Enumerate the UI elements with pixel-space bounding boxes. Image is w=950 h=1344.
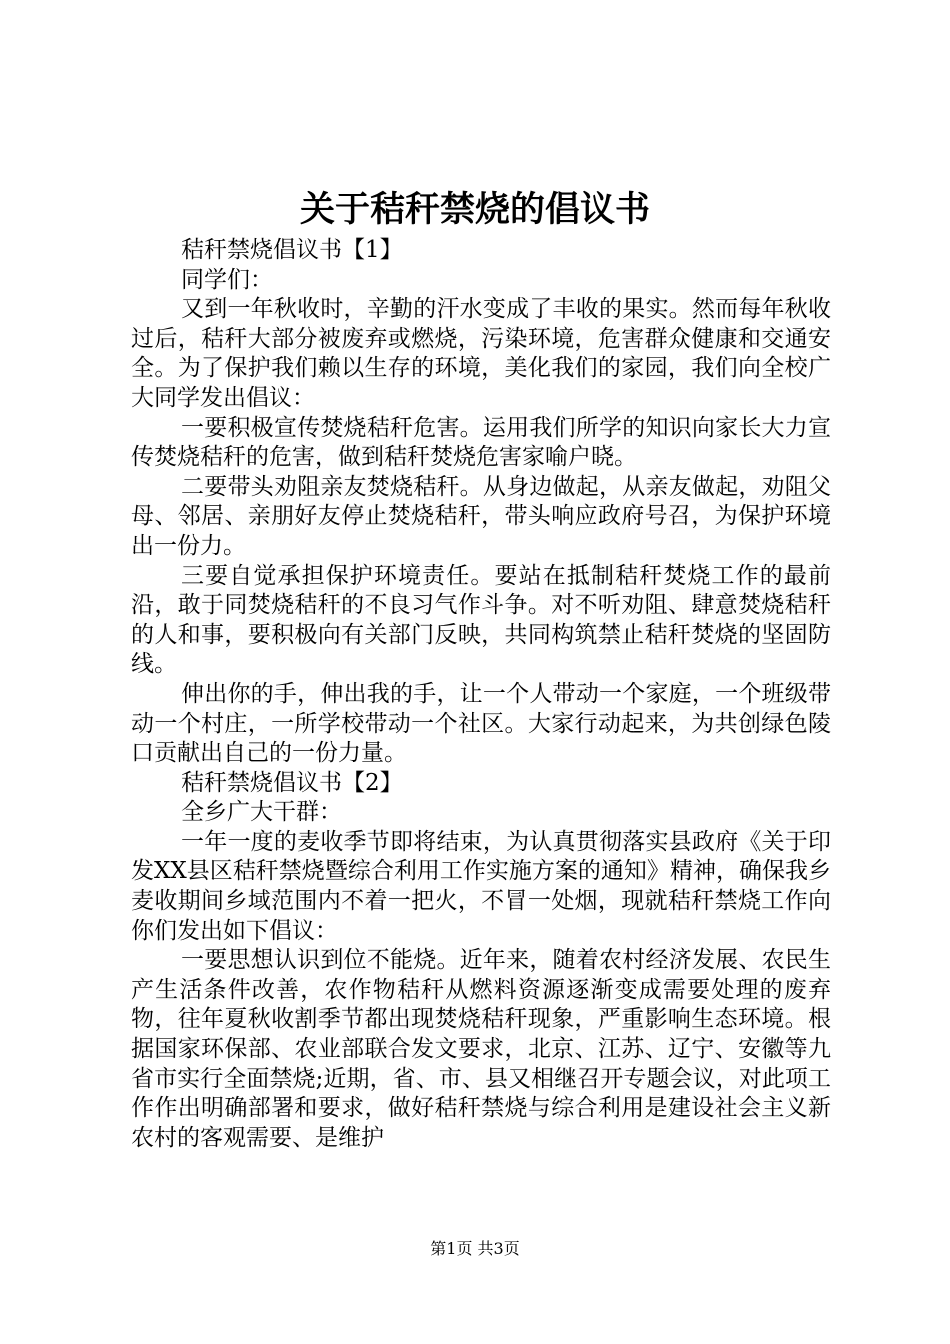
- salutation-2: 全乡广大干群：: [181, 799, 342, 826]
- body-paragraph: 一要思想认识到位不能烧。近年来，随着农村经济发展、农民生产生活条件改善，农作物秸秆从燃料资源逐渐变成需要处理的废弃物，往年夏秋收割季节都出现焚烧秸秆现象，严重影响生态环境。根据国家环保部、农业部联合发文要求，北京、江苏、辽宁、安徽等九省市实行全面禁烧;近期，省、市、县又相继召开专题会议，对此项工作作出明确部署和要求，做好秸秆禁烧与综合利用是建设社会主义新农村的客观需要、是维护: [131, 947, 831, 1151]
- body-paragraph: 一要积极宣传焚烧秸秆危害。运用我们所学的知识向家长大力宣传焚烧秸秆的危害，做到秸秆焚烧危害家喻户晓。: [131, 414, 831, 471]
- document-body: [131, 236, 831, 1153]
- page-title: 关于秸秆禁烧的倡议书: [299, 190, 650, 230]
- section-heading-2: 秸秆禁烧倡议书【2】: [181, 769, 403, 796]
- body-paragraph: 又到一年秋收时，辛勤的汗水变成了丰收的果实。然而每年秋收过后，秸秆大部分被废弃或燃烧，污染环境，危害群众健康和交通安全。为了保护我们赖以生存的环境，美化我们的家园，我们向全校广大同学发出倡议：: [131, 296, 831, 411]
- salutation-1: 同学们：: [181, 266, 273, 293]
- page-number: 第1页 共3页: [430, 1239, 520, 1258]
- body-paragraph: 三要自觉承担保护环境责任。要站在抵制秸秆焚烧工作的最前沿，敢于同焚烧秸秆的不良习气作斗争。对不听劝阻、肆意焚烧秸秆的人和事，要积极向有关部门反映，共同构筑禁止秸秆焚烧的坚固防线。: [131, 562, 831, 678]
- body-paragraph: 伸出你的手，伸出我的手，让一个人带动一个家庭，一个班级带动一个村庄，一所学校带动一个社区。大家行动起来，为共创绿色陵口贡献出自己的一份力量。: [131, 680, 831, 767]
- section-heading-1: 秸秆禁烧倡议书【1】: [181, 237, 403, 263]
- body-paragraph: 一年一度的麦收季节即将结束，为认真贯彻落实县政府《关于印发XX县区秸秆禁烧暨综合利用工作实施方案的通知》精神，确保我乡麦收期间乡域范围内不着一把火，不冒一处烟，现就秸秆禁烧工作向你们发出如下倡议：: [131, 828, 831, 944]
- body-paragraph: 二要带头劝阻亲友焚烧秸秆。从身边做起，从亲友做起，劝阻父母、邻居、亲朋好友停止焚烧秸秆，带头响应政府号召，为保护环境出一份力。: [131, 473, 831, 559]
